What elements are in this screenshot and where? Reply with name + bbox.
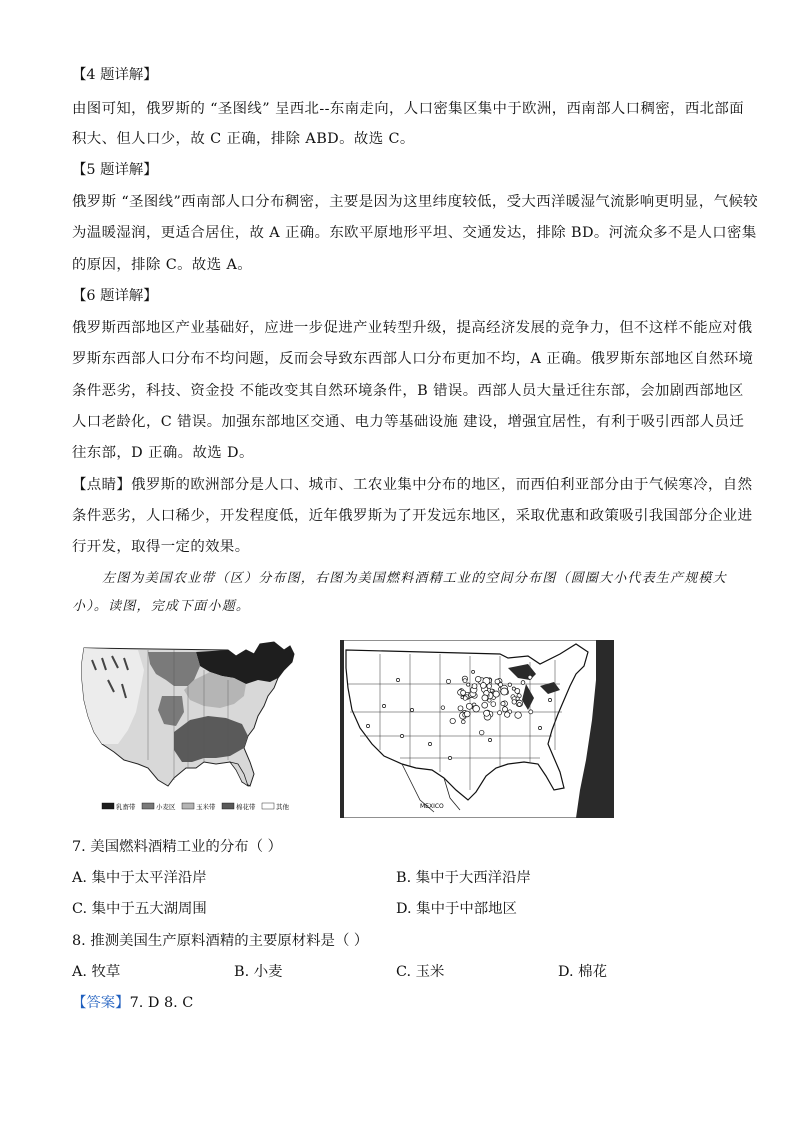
ethanol-plant-marker [382, 704, 385, 707]
ethanol-plant-marker [463, 679, 467, 683]
ethanol-plant-marker [516, 697, 519, 700]
ethanol-plant-marker [512, 687, 515, 690]
comment-heading: 【点睛】 [72, 477, 132, 493]
ethanol-plant-marker [512, 700, 516, 704]
agriculture-belt-map [78, 640, 322, 818]
q7-stem: 7. 美国燃料酒精工业的分布（ ） [72, 839, 282, 855]
ethanol-plant-marker [466, 703, 472, 709]
intro-line-2: 小）。读图，完成下面小题。 [72, 599, 251, 614]
ethanol-plant-marker [480, 683, 486, 689]
ethanol-plant-marker [518, 703, 522, 707]
comment-text-1: 俄罗斯的欧洲部分是人口、城市、工农业集中分布的地区，而西伯利亚部分由于气候寒冷，自然 [131, 477, 753, 493]
q7-option-b: B. 集中于大西洋沿岸 [396, 870, 531, 886]
q8-option-b: B. 小麦 [234, 964, 283, 980]
q6-line-1: 俄罗斯西部地区产业基础好，应进一步促进产业转型升级，提高经济发展的竞争力，但不这样不能应对俄 [72, 320, 753, 336]
ethanol-plant-marker [515, 712, 522, 719]
ethanol-plant-marker [484, 710, 490, 716]
ethanol-plant-marker [441, 706, 445, 710]
ethanol-plant-marker [499, 683, 503, 687]
ethanol-plant-marker [450, 718, 455, 723]
q7-option-c: C. 集中于五大湖周围 [72, 901, 207, 917]
ethanol-plant-marker [461, 720, 465, 724]
ethanol-plant-marker [366, 724, 369, 727]
q8-option-a: A. 牧草 [72, 964, 121, 980]
ethanol-plant-marker [479, 730, 484, 735]
ethanol-plant-marker [472, 684, 477, 689]
ethanol-plant-marker [461, 690, 466, 695]
ethanol-plant-marker [508, 683, 511, 686]
comment-line-1 [72, 476, 753, 494]
q6-line-3: 条件恶劣，科技、资金投 不能改变其自然环境条件，B 错误。西部人员大量迁往东部，会加剧西部地区 [72, 383, 744, 399]
ethanol-plant-marker [461, 696, 464, 699]
ethanol-plant-marker [501, 688, 508, 695]
q8-option-c: C. 玉米 [396, 964, 445, 980]
q7-option-a: A. 集中于太平洋沿岸 [72, 870, 207, 886]
ethanol-plant-marker [538, 726, 541, 729]
q5-line-2: 为温暖湿润，更适合居住，故 A 正确。东欧平原地形平坦、交通发达，排除 BD。河流众多不是人口密集 [72, 225, 757, 241]
ethanol-plant-marker [488, 738, 491, 741]
ethanol-plant-marker [502, 707, 507, 712]
ethanol-plant-marker [467, 683, 470, 686]
ethanol-plant-marker [472, 670, 475, 673]
q4-line-2: 积大、但人口少，故 C 正确，排除 ABD。故选 C。 [72, 131, 415, 147]
legend-dairy: 乳畜带 [116, 803, 136, 811]
q5-line-3: 的原因，排除 C。故选 A。 [72, 257, 253, 273]
ethanol-plant-marker [464, 711, 470, 717]
q4-line-1: 由图可知，俄罗斯的 “圣图线” 呈西北--东南走向，人口密集区集中于欧洲，西南部人口稠密，西北部面 [72, 101, 744, 117]
ethanol-plant-marker [400, 734, 403, 737]
ethanol-plant-marker [396, 678, 399, 681]
legend-wheat: 小麦区 [156, 803, 176, 811]
ethanol-plant-marker [448, 756, 451, 759]
ethanol-plant-marker [482, 702, 488, 708]
q6-line-4: 人口老龄化，C 错误。加强东部地区交通、电力等基础设施 建设，增强宜居性，有利于吸引西部人员迁 [72, 414, 745, 430]
q8-option-d: D. 棉花 [558, 964, 607, 980]
fuel-ethanol-map [340, 640, 614, 818]
q7-option-d: D. 集中于中部地区 [396, 901, 517, 917]
ethanol-plant-marker [410, 708, 413, 711]
legend-other: 其他 [276, 803, 289, 811]
ethanol-plant-marker [487, 684, 492, 689]
mexico-label: MEXICO [420, 803, 444, 810]
ethanol-plant-marker [491, 702, 496, 707]
q6-heading: 【6 题详解】 [72, 288, 158, 304]
ethanol-plant-marker [548, 698, 551, 701]
answer-text: 7. D 8. C [129, 995, 194, 1011]
ethanol-plant-marker [446, 679, 450, 683]
ethanol-plant-marker [473, 705, 480, 712]
ethanol-plant-marker [529, 710, 533, 714]
ethanol-plant-marker [428, 742, 431, 745]
ethanol-plant-marker [505, 712, 510, 717]
ethanol-plant-marker [458, 706, 463, 711]
legend-corn: 玉米带 [196, 803, 216, 811]
q5-line-1: 俄罗斯 “圣图线”西南部人口分布稠密，主要是因为这里纬度较低，受大西洋暖湿气流影响更明显，气候较 [72, 194, 759, 210]
ethanol-plant-marker [493, 691, 499, 697]
answer-line [72, 994, 193, 1012]
comment-line-3: 行开发，取得一定的效果。 [72, 539, 250, 555]
ethanol-plant-marker [501, 702, 505, 706]
ethanol-plant-marker [521, 681, 525, 685]
ethanol-plant-marker [498, 711, 502, 715]
q5-heading: 【5 题详解】 [72, 162, 158, 178]
q6-line-5: 往东部，D 正确。故选 D。 [72, 445, 254, 461]
answer-label: 【答案】 [72, 995, 130, 1011]
intro-line-1: 左图为美国农业带（区）分布图，右图为美国燃料酒精工业的空间分布图（圆圈大小代表生产规模大 [102, 571, 727, 586]
ethanol-plant-marker [528, 675, 532, 679]
legend-cotton: 棉花带 [236, 803, 256, 811]
ethanol-plant-marker [482, 695, 488, 701]
ethanol-plant-marker [490, 689, 493, 692]
q8-stem: 8. 推测美国生产原料酒精的主要原材料是（ ） [72, 933, 369, 949]
q6-line-2: 罗斯东西部人口分布不均问题，反而会导致东西部人口分布更加不均，A 正确。俄罗斯东部地区自然环境 [72, 351, 754, 367]
q4-heading: 【4 题详解】 [72, 67, 158, 83]
ethanol-plant-marker [475, 676, 481, 682]
comment-line-2: 条件恶劣，人口稀少，开发程度低，近年俄罗斯为了开发远东地区，采取优惠和政策吸引我国部分企业进 [72, 508, 753, 524]
